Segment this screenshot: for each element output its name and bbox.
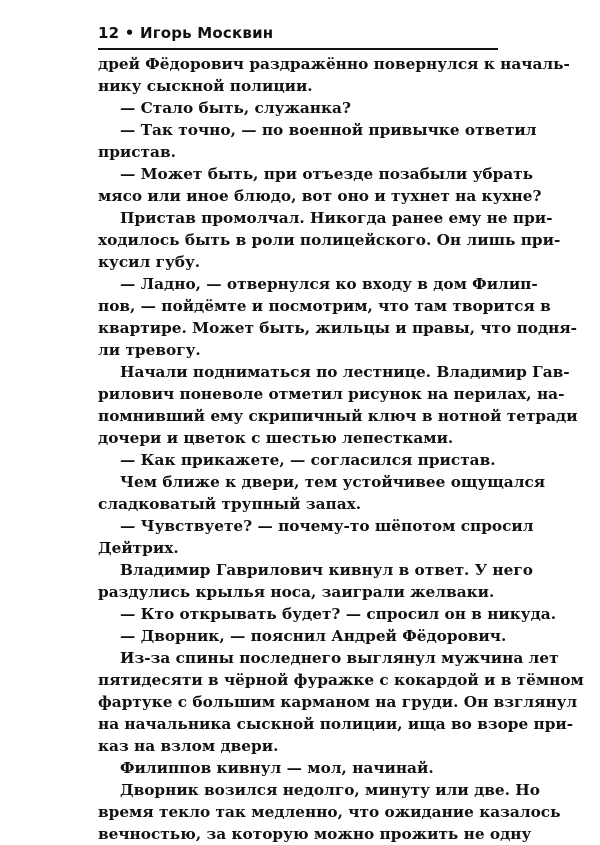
text-line: время текло так медленно, что ожидание казалось <box>98 803 561 821</box>
text-line: Дейтрих. <box>98 539 179 557</box>
text-line: ходилось быть в роли полицейского. Он лишь при- <box>98 231 561 249</box>
text-line: Начали подниматься по лестнице. Владимир Гав- <box>120 363 570 381</box>
author-name: Игорь Москвин <box>139 24 274 42</box>
text-line: Владимир Гаврилович кивнул в ответ. У него <box>120 561 533 579</box>
text-line: — Чувствуете? — почему-то шёпотом спросил <box>120 517 534 535</box>
page-number: 12 <box>98 24 120 42</box>
text-line: пристав. <box>98 143 176 161</box>
text-line: пятидесяти в чёрной фуражке с кокардой и в тёмном <box>98 671 584 689</box>
text-line: на начальника сыскной полиции, ища во взоре при- <box>98 715 574 733</box>
text-line: — Может быть, при отъезде позабыли убрать <box>120 165 534 183</box>
header-text <box>98 24 273 42</box>
text-line: — Как прикажете, — согласился пристав. <box>120 451 496 469</box>
text-line: — Ладно, — отвернулся ко входу в дом Филип- <box>120 275 538 293</box>
text-line: — Так точно, — по военной привычке ответил <box>120 121 537 139</box>
text-line: Дворник возился недолго, минуту или две. Но <box>120 781 540 799</box>
text-line: помнивший ему скрипичный ключ в нотной тетради <box>98 407 578 425</box>
text-line: Чем ближе к двери, тем устойчивее ощущался <box>120 473 546 491</box>
text-line: раздулись крылья носа, заиграли желваки. <box>98 583 495 601</box>
text-line: дрей Фёдорович раздражённо повернулся к началь- <box>98 55 570 73</box>
header-bullet: • <box>124 24 135 42</box>
text-line: — Кто открывать будет? — спросил он в никуда. <box>120 605 557 623</box>
text-line: квартире. Может быть, жильцы и правы, что подня- <box>98 319 578 337</box>
text-line: Филиппов кивнул — мол, начинай. <box>120 759 434 777</box>
text-line: вечностью, за которую можно прожить не одну <box>98 825 532 843</box>
text-line: — Дворник, — пояснил Андрей Фёдорович. <box>120 627 507 645</box>
text-line: дочери и цветок с шестью лепестками. <box>98 429 454 447</box>
text-line: рилович поневоле отметил рисунок на перилах, на- <box>98 385 565 403</box>
text-line: кусил губу. <box>98 253 201 271</box>
body-text <box>98 53 584 845</box>
text-line: Пристав промолчал. Никогда ранее ему не при- <box>120 209 553 227</box>
text-line: сладковатый трупный запах. <box>98 495 362 513</box>
text-line: мясо или иное блюдо, вот оно и тухнет на кухне? <box>98 187 542 205</box>
text-line: нику сыскной полиции. <box>98 77 313 95</box>
text-line: фартуке с большим карманом на груди. Он взглянул <box>98 693 578 711</box>
running-header <box>98 20 498 50</box>
text-line: Из-за спины последнего выглянул мужчина лет <box>120 649 559 667</box>
text-line: каз на взлом двери. <box>98 737 279 755</box>
text-line: — Стало быть, служанка? <box>120 99 351 117</box>
text-line: пов, — пойдёмте и посмотрим, что там творится в <box>98 297 551 315</box>
text-line: ли тревогу. <box>98 341 201 359</box>
